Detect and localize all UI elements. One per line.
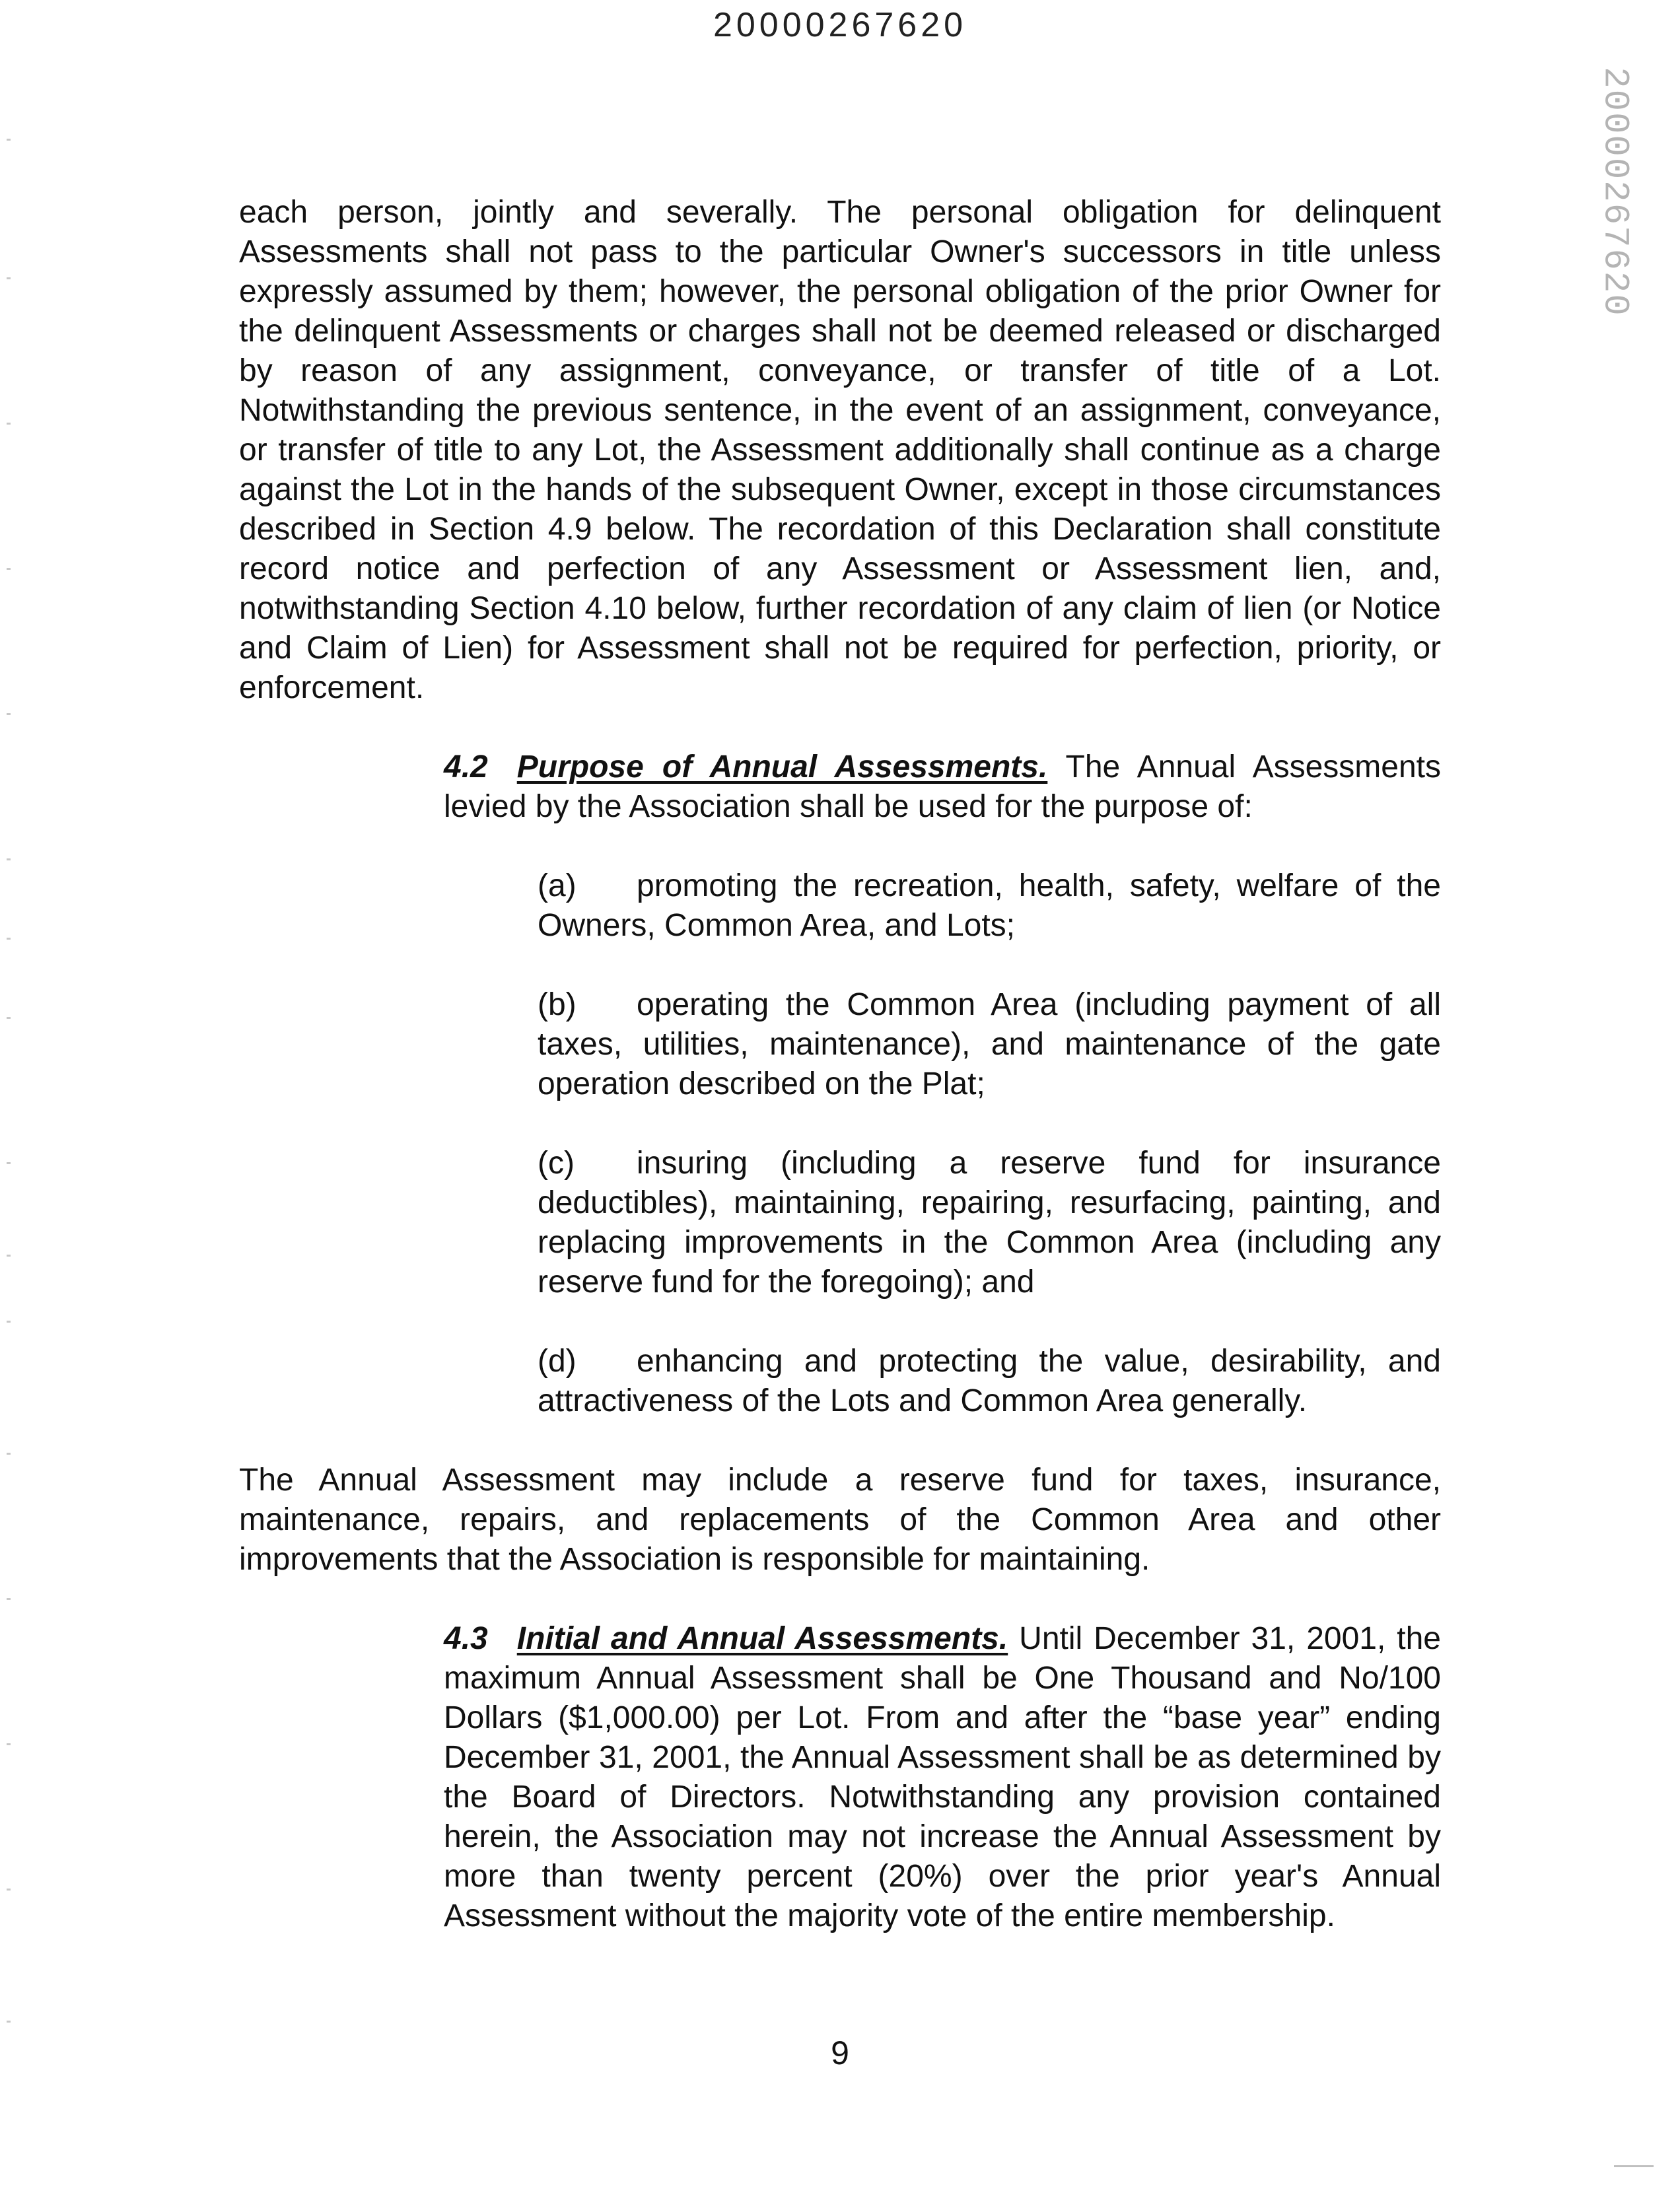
side-stamp — [1585, 66, 1644, 317]
list-item-c — [239, 1144, 1441, 1302]
section-4-2-text: The Annual Assessments levied by the Association shall be used for the purpose of: — [444, 749, 1442, 824]
list-item-text: promoting the recreation, health, safety, welfare of the Owners, Common Area, and Lots; — [538, 868, 1441, 943]
list-item-text: operating the Common Area (including payment of all taxes, utilities, maintenance), and maintenance of the gate operation described on the Plat; — [538, 987, 1441, 1101]
margin-scan-marks — [7, 0, 16, 2187]
section-4-3-title: Initial and Annual Assessments. — [516, 1621, 1008, 1656]
paragraph-reserve-fund: The Annual Assessment may include a reserve fund for taxes, insurance, maintenance, repairs, and replacements of the Common Area and other improvements that the Association is responsible for maintaining. — [239, 1463, 1441, 1577]
list-item-label: (a) — [538, 868, 577, 903]
section-4-3-number: 4.3 — [444, 1621, 488, 1656]
list-item-text: enhancing and protecting the value, desirability, and attractiveness of the Lots and Common Area generally. — [538, 1344, 1441, 1418]
list-item-d — [239, 1342, 1441, 1421]
section-4-2-title: Purpose of Annual Assessments. — [516, 749, 1048, 784]
page-number: 9 — [831, 2034, 849, 2071]
section-4-2-number: 4.2 — [444, 749, 488, 784]
section-4-3 — [239, 1619, 1441, 1936]
paragraph-assessment-obligation: each person, jointly and severally. The personal obligation for delinquent Assessments shall not pass to the particular Owner's successors in title unless expressly assumed by them; however, the personal obligation of the prior Owner for the delinquent Assessments or charges shall not be deemed released or discharged by reason of any assignment, conveyance, or transfer of title of a Lot. Notwithstanding the previous sentence, in the event of an assignment, conveyance, or transfer of title to any Lot, the Assessment additionally shall continue as a charge against the Lot in the hands of the subsequent Owner, except in those circumstances described in Section 4.9 below. The recordation of this Declaration shall constitute record notice and perfection of any Assessment or Assessment lien, and, notwithstanding Section 4.10 below, further recordation of any claim of lien (or Notice and Claim of Lien) for Assessment shall not be required for perfection, priority, or enforcement. — [239, 195, 1441, 705]
list-item-text: insuring (including a reserve fund for insurance deductibles), maintaining, repairing, resurfacing, painting, and replacing improvements in the Common Area (including any reserve fund for the foregoing); and — [538, 1146, 1441, 1300]
section-4-3-text: Until December 31, 2001, the maximum Annual Assessment shall be One Thousand and No/100 Dollars ($1,000.00) per Lot. From and after the “base year” ending December 31, 2001, the Annual Assessment shall be as determined by the Board of Directors. Notwithstanding any provision contained herein, the Association may not increase the Annual Assessment by more than twenty percent (20%) over the prior year's Annual Assessment without the majority vote of the entire membership. — [444, 1621, 1441, 1933]
document-body — [239, 193, 1441, 1936]
list-item-label: (c) — [538, 1146, 575, 1181]
list-item-label: (d) — [538, 1344, 577, 1379]
list-item-b — [239, 985, 1441, 1104]
list-item-label: (b) — [538, 987, 577, 1022]
section-4-2 — [239, 747, 1441, 827]
list-item-a — [239, 866, 1441, 946]
side-stamp-text: 20000267620 — [1594, 66, 1635, 317]
scan-corner-mark — [1614, 2165, 1654, 2167]
document-number: 20000267620 — [713, 6, 967, 44]
